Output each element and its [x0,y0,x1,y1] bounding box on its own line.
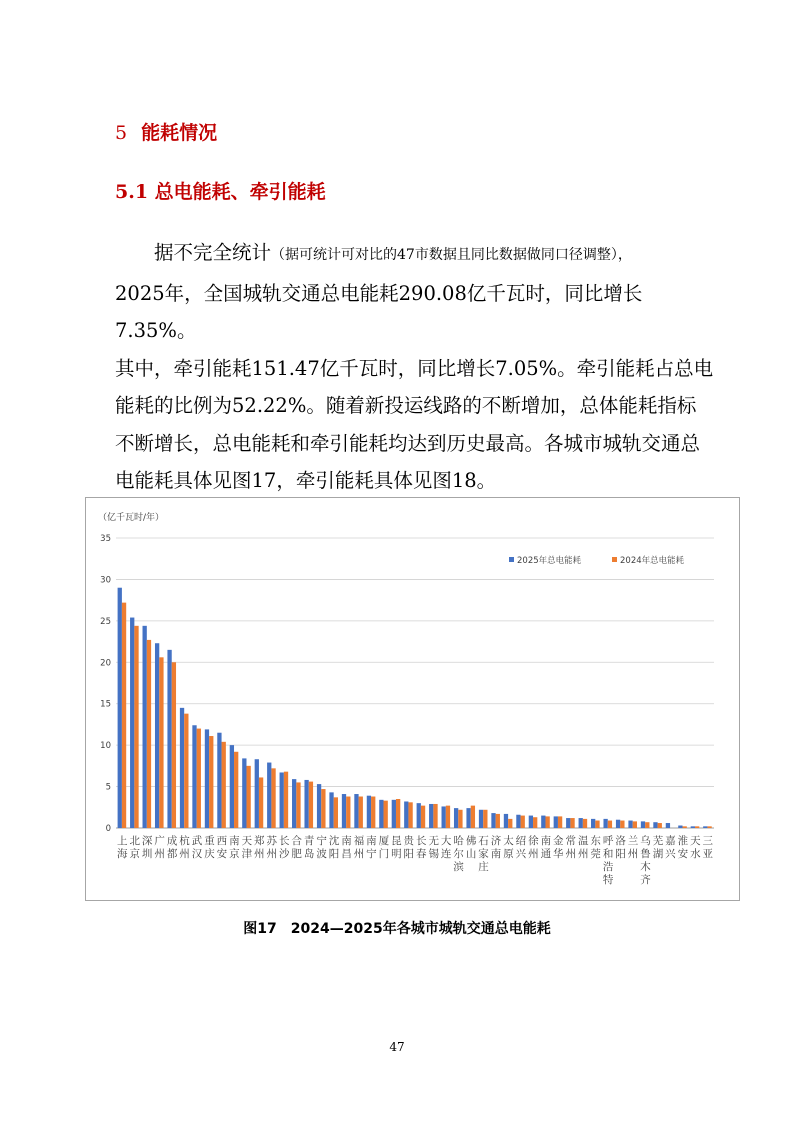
bar-2024 [384,801,388,828]
energy-chart-frame [85,497,740,901]
x-tick-label: 兰州 [627,835,639,860]
x-tick-label: 芜湖 [652,835,664,860]
bar-2024 [683,826,687,828]
bar-2025 [541,816,545,828]
bar-2024 [321,789,325,828]
bar-2025 [242,758,246,828]
x-tick-label: 广州 [154,835,165,860]
x-tick-label: 无锡 [428,835,439,860]
x-tick-label: 昆明 [391,835,402,860]
x-tick-label: 淮安 [677,835,689,860]
x-tick-label: 重庆 [204,835,215,860]
y-tick-label: 35 [100,534,111,544]
y-tick-label: 10 [100,741,111,752]
figure-title: 2024—2025年各城市城轨交通总电能耗 [290,921,551,937]
bar-2024 [271,768,275,828]
bar-2025 [442,806,446,828]
bar-2024 [545,816,549,828]
bar-2025 [616,820,620,828]
x-tick-label: 南通 [540,835,552,860]
x-tick-label: 太原 [503,835,514,860]
x-tick-label: 武汉 [191,835,203,860]
paragraph-note: （据可统计可对比的47市数据且同比数据做同口径调整）， [271,247,632,263]
body-paragraph [115,234,718,500]
x-tick-label: 沈阳 [328,835,340,860]
figure-caption [0,918,794,938]
bar-2024 [608,821,612,828]
bar-2025 [404,801,408,828]
x-tick-label: 西安 [216,835,228,860]
x-tick-label: 嘉兴 [665,835,676,860]
bar-2025 [155,643,159,828]
bar-2024 [645,822,649,828]
bar-2024 [570,818,574,828]
x-tick-label: 大连 [440,835,452,860]
bar-2024 [234,752,238,828]
legend [509,555,685,566]
bar-2025 [554,816,558,828]
bar-2025 [230,745,234,828]
bar-2025 [417,803,421,828]
bar-2024 [122,603,126,828]
x-tick-label: 济南 [490,835,502,860]
x-tick-label: 南昌 [341,835,352,860]
x-tick-label: 三亚 [702,835,714,860]
bar-2025 [329,792,333,828]
bar-2025 [641,821,645,828]
x-tick-label: 佛山 [465,835,477,860]
paragraph-line-3: 其中，牵引能耗151.47亿千瓦时，同比增长7.05%。牵引能耗占总电 [115,356,714,380]
x-tick-label: 苏州 [266,835,277,860]
subsection-heading: 5.1 总电能耗、牵引能耗 [115,181,326,203]
bar-2024 [296,782,300,828]
bar-2025 [217,733,221,828]
bar-2024 [334,797,338,828]
bar-2025 [666,823,670,828]
x-tick-label: 上海 [116,835,128,860]
x-tick-label: 天津 [241,835,253,860]
bar-2024 [147,640,151,828]
bar-2024 [134,626,138,828]
bar-2024 [197,729,201,828]
bar-2025 [354,794,358,828]
bar-2024 [533,817,537,828]
bar-2024 [359,797,363,828]
y-tick-label: 5 [105,782,111,793]
bar-2024 [595,821,599,828]
section-title: 能耗情况 [141,122,218,144]
x-tick-label: 南宁 [366,835,377,860]
bar-2024 [583,819,587,828]
bar-2024 [558,816,562,828]
paragraph-line-4: 能耗的比例为52.22%。随着新投运线路的不断增加，总体能耗指标 [115,394,697,417]
bar-2024 [633,821,637,828]
bar-2025 [192,725,196,828]
x-tick-label: 南京 [229,835,240,860]
legend-label-2024: 2024年总电能耗 [620,556,685,566]
bar-2024 [620,821,624,828]
bar-2025 [392,800,396,828]
bar-2024 [159,657,163,828]
bar-2025 [317,784,321,828]
bar-2025 [603,819,607,828]
bar-layer [118,588,712,828]
bar-2024 [471,806,475,828]
bar-2025 [267,763,271,828]
bar-2025 [479,810,483,828]
bar-2025 [566,818,570,828]
x-tick-label: 石家庄 [478,835,489,873]
legend-swatch-2024 [612,557,617,562]
x-tick-label: 厦门 [378,835,390,860]
x-tick-label: 东莞 [590,835,601,860]
bar-2025 [591,819,595,828]
bar-2024 [446,806,450,828]
x-tick-label: 北京 [129,835,140,860]
y-tick-label: 0 [105,824,111,834]
bar-2025 [491,813,495,828]
bar-2025 [691,826,695,828]
bar-2024 [408,802,412,828]
bar-2024 [346,797,350,828]
bar-2025 [678,826,682,828]
bar-2025 [504,814,508,828]
x-tick-label: 乌鲁木齐 [640,835,651,886]
bar-2025 [280,772,284,828]
bar-2025 [205,729,209,828]
x-tick-label: 郑州 [254,835,265,860]
bar-2025 [143,626,147,828]
bar-2024 [209,736,213,828]
section-heading [115,118,217,145]
bar-2024 [371,797,375,828]
bar-2025 [304,780,308,828]
bar-2024 [483,810,487,828]
bar-2024 [284,772,288,828]
paragraph-line-5: 不断增长，总电能耗和牵引能耗均达到历史最高。各城市城轨交通总 [115,431,701,455]
bar-2025 [628,821,632,828]
bar-2024 [396,799,400,828]
paragraph-line-1 [115,234,718,275]
x-tick-label: 呼和浩特 [602,835,614,886]
x-tick-label: 合肥 [291,835,302,860]
bar-2024 [259,777,263,828]
y-tick-label: 25 [100,616,111,627]
bar-2025 [167,650,171,828]
paragraph-lead: 据不完全统计 [154,241,272,264]
bar-2024 [521,816,525,828]
bar-2024 [222,742,226,828]
bar-2024 [184,714,188,828]
x-tick-label: 洛阳 [615,835,626,860]
x-tick-label: 深圳 [141,835,153,860]
bar-2025 [292,779,296,828]
bar-2025 [118,588,122,828]
grid-layer [100,534,714,834]
x-tick-label: 长沙 [278,835,290,860]
bar-2025 [579,818,583,828]
bar-2024 [707,826,711,828]
page-number: 47 [389,1040,405,1054]
bar-2025 [342,794,346,828]
bar-2024 [496,814,500,828]
bar-2025 [180,708,184,828]
y-tick-label: 15 [100,699,111,710]
x-tick-label: 徐州 [528,835,539,860]
bar-2025 [367,796,371,828]
x-tick-label: 杭州 [179,835,190,860]
bar-2025 [466,808,470,828]
x-tick-label: 温州 [577,835,589,860]
y-tick-label: 20 [100,658,111,669]
x-tick-label: 天水 [690,835,701,860]
x-tick-label: 青岛 [303,835,315,860]
bar-2025 [529,816,533,828]
bar-2025 [703,826,707,828]
x-tick-label: 哈尔滨 [453,835,464,873]
x-tick-label: 贵阳 [403,835,415,860]
bar-2025 [255,759,259,828]
x-tick-label: 长春 [415,835,427,860]
bar-2024 [695,826,699,828]
bar-2024 [508,819,512,828]
y-tick-label: 30 [100,575,111,586]
legend-swatch-2025 [509,557,514,562]
bar-2025 [130,618,134,828]
section-number: 5 [115,122,128,144]
bar-2025 [516,815,520,828]
paragraph-line-2: 2025年，全国城轨交通总电能耗290.08亿千瓦时，同比增长7.35%。 [115,281,643,342]
energy-bar-chart [86,498,739,900]
label-layer [117,834,714,886]
x-tick-label: 常州 [565,835,576,860]
figure-number: 图17 [243,921,277,937]
x-tick-label: 福州 [353,835,365,860]
paragraph-line-6: 电能耗具体见图17，牵引能耗具体见图18。 [115,469,497,492]
y-unit-label: （亿千瓦时/年） [98,513,165,523]
bar-2025 [653,822,657,828]
bar-2024 [246,766,250,828]
bar-2025 [429,804,433,828]
bar-2024 [172,662,176,828]
bar-2024 [421,806,425,828]
bar-2024 [309,782,313,828]
legend-label-2025: 2025年总电能耗 [517,556,582,566]
x-tick-label: 成都 [166,835,178,860]
bar-2024 [458,810,462,828]
bar-2024 [433,804,437,828]
bar-2025 [454,808,458,828]
bar-2024 [658,823,662,828]
x-tick-label: 宁波 [316,835,327,860]
bar-2025 [379,800,383,828]
x-tick-label: 绍兴 [515,835,527,860]
x-tick-label: 金华 [553,835,564,860]
